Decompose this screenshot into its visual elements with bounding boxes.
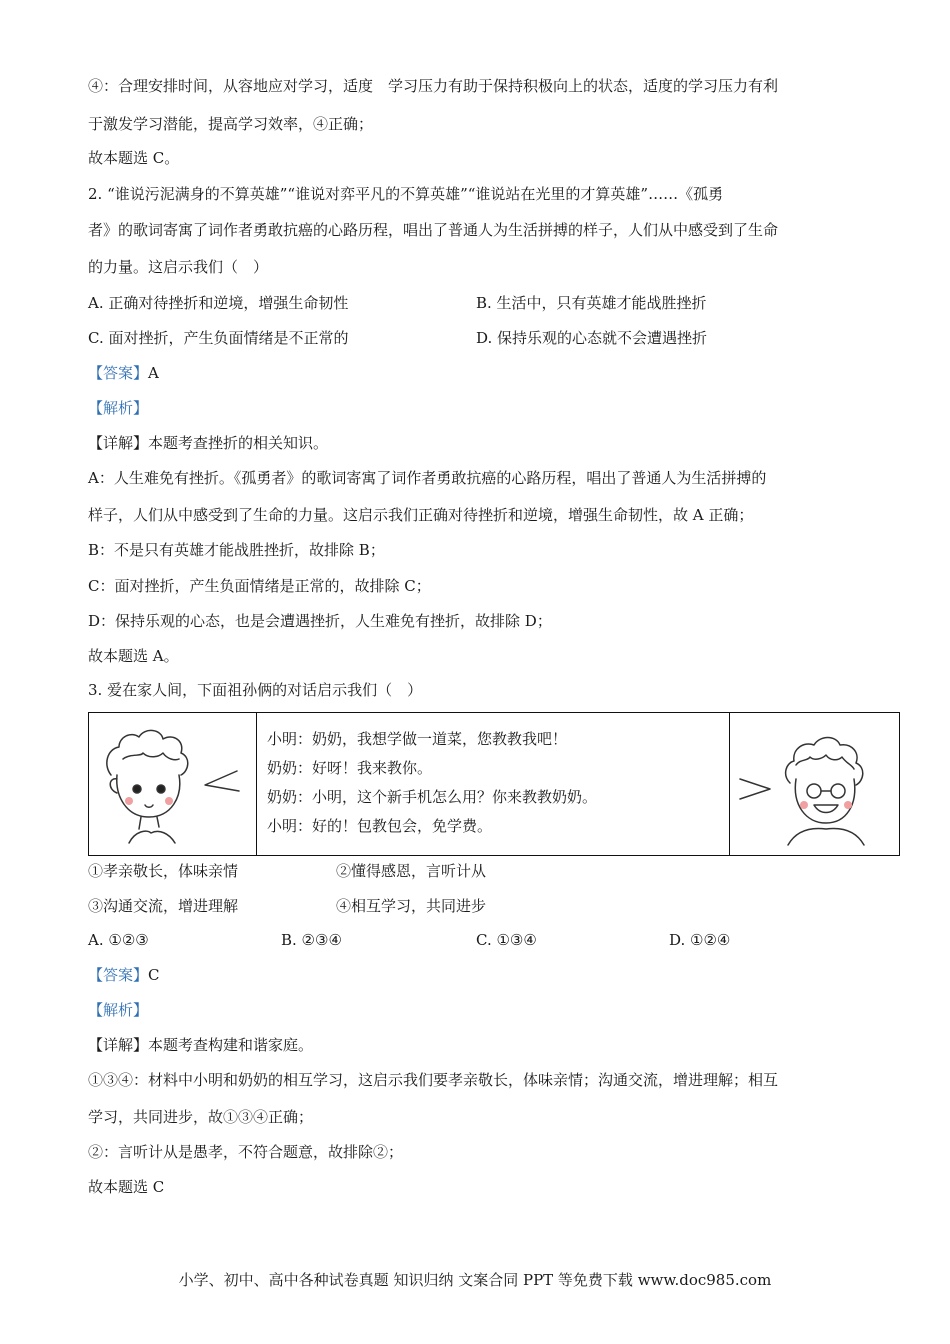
grandma-face-illustration — [730, 713, 900, 854]
q3-analysis-tag: 【解析】 — [88, 1001, 149, 1019]
question-2-stem: 2. “谁说污泥满身的不算英雄”“谁说对弈平凡的不算英雄”“谁说站在光里的才算英雄”……《孤勇 — [88, 185, 724, 203]
q3-explain-line: ①③④：材料中小明和奶奶的相互学习，这启示我们要孝亲敬长，体味亲情；沟通交流，增进理解；相互 — [88, 1071, 779, 1089]
q3-explain-line: ②：言听计从是愚孝，不符合题意，故排除②； — [88, 1143, 404, 1161]
q3-option-b: B. ②③④ — [281, 931, 342, 949]
q3-explain-line: 故本题选 C — [88, 1178, 165, 1196]
q2-option-b: B. 生活中，只有英雄才能战胜挫折 — [476, 294, 707, 312]
detail-tag: 【详解】 — [88, 434, 149, 452]
q2-explain-line: A：人生难免有挫折。《孤勇者》的歌词寄寓了词作者勇敢抗癌的心路历程，唱出了普通人为生活拼搏的 — [88, 469, 767, 487]
text-line: ④：合理安排时间，从容地应对学习，适度 学习压力有助于保持积极向上的状态，适度的学习压力有利 — [88, 77, 779, 95]
detail-intro: 本题考查挫折的相关知识。 — [148, 434, 329, 452]
answer-tag: 【答案】 — [88, 966, 149, 984]
text-line: 故本题选 C。 — [88, 149, 180, 167]
q3-statement-3: ③沟通交流，增进理解 — [88, 897, 239, 915]
answer-tag: 【答案】 — [88, 364, 149, 382]
answer-value: C — [148, 966, 160, 984]
q3-option-d: D. ①②④ — [669, 931, 731, 949]
q2-detail — [88, 433, 328, 453]
grandma-illustration-cell — [729, 713, 901, 855]
dialog-line: 奶奶：好呀！我来教你。 — [267, 759, 433, 777]
q2-analysis-tag: 【解析】 — [88, 399, 149, 417]
q3-statement-1: ①孝亲敬长，体味亲情 — [88, 862, 239, 880]
q3-answer — [88, 965, 160, 985]
q3-option-a: A. ①②③ — [88, 931, 149, 949]
q2-explain-line: 样子，人们从中感受到了生命的力量。这启示我们正确对待挫折和逆境，增强生命韧性，故 A 正确； — [88, 506, 754, 524]
page-footer: 小学、初中、高中各种试卷真题 知识归纳 文案合同 PPT 等免费下载 www.doc985.com — [178, 1271, 772, 1289]
q2-explain-line: C：面对挫折，产生负面情绪是正常的，故排除 C； — [88, 577, 431, 595]
q3-statement-4: ④相互学习，共同进步 — [336, 897, 487, 915]
detail-intro: 本题考查构建和谐家庭。 — [148, 1036, 314, 1054]
q3-option-c: C. ①③④ — [476, 931, 537, 949]
q2-option-a: A. 正确对待挫折和逆境，增强生命韧性 — [88, 294, 349, 312]
question-3-stem: 3. 爱在家人间，下面祖孙俩的对话启示我们（ ） — [88, 681, 423, 699]
dialog-line: 小明：好的！包教包会，免学费。 — [267, 817, 493, 835]
q2-answer — [88, 363, 159, 383]
dialog-line: 小明：奶奶，我想学做一道菜，您教教我吧！ — [267, 730, 568, 748]
q2-explain-line: D：保持乐观的心态，也是会遭遇挫折，人生难免有挫折，故排除 D； — [88, 612, 552, 630]
dialog-table — [88, 712, 900, 856]
q3-explain-line: 学习，共同进步，故①③④正确； — [88, 1108, 314, 1126]
text-line: 于激发学习潜能，提高学习效率，④正确； — [88, 115, 374, 133]
q2-explain-line: 故本题选 A。 — [88, 647, 179, 665]
q3-statement-2: ②懂得感恩，言听计从 — [336, 862, 487, 880]
q2-option-c: C. 面对挫折，产生负面情绪是不正常的 — [88, 329, 349, 347]
dialog-cell — [257, 713, 729, 855]
boy-face-illustration — [89, 713, 255, 854]
q3-detail — [88, 1035, 313, 1055]
q2-explain-line: B：不是只有英雄才能战胜挫折，故排除 B； — [88, 541, 385, 559]
detail-tag: 【详解】 — [88, 1036, 149, 1054]
question-2-stem: 者》的歌词寄寓了词作者勇敢抗癌的心路历程，唱出了普通人为生活拼搏的样子，人们从中感受到了生命 — [88, 221, 779, 239]
dialog-line: 奶奶：小明，这个新手机怎么用？你来教教奶奶。 — [267, 788, 598, 806]
boy-illustration-cell — [89, 713, 257, 855]
question-2-stem: 的力量。这启示我们（ ） — [88, 258, 269, 276]
q2-option-d: D. 保持乐观的心态就不会遭遇挫折 — [476, 329, 708, 347]
answer-value: A — [148, 364, 159, 382]
